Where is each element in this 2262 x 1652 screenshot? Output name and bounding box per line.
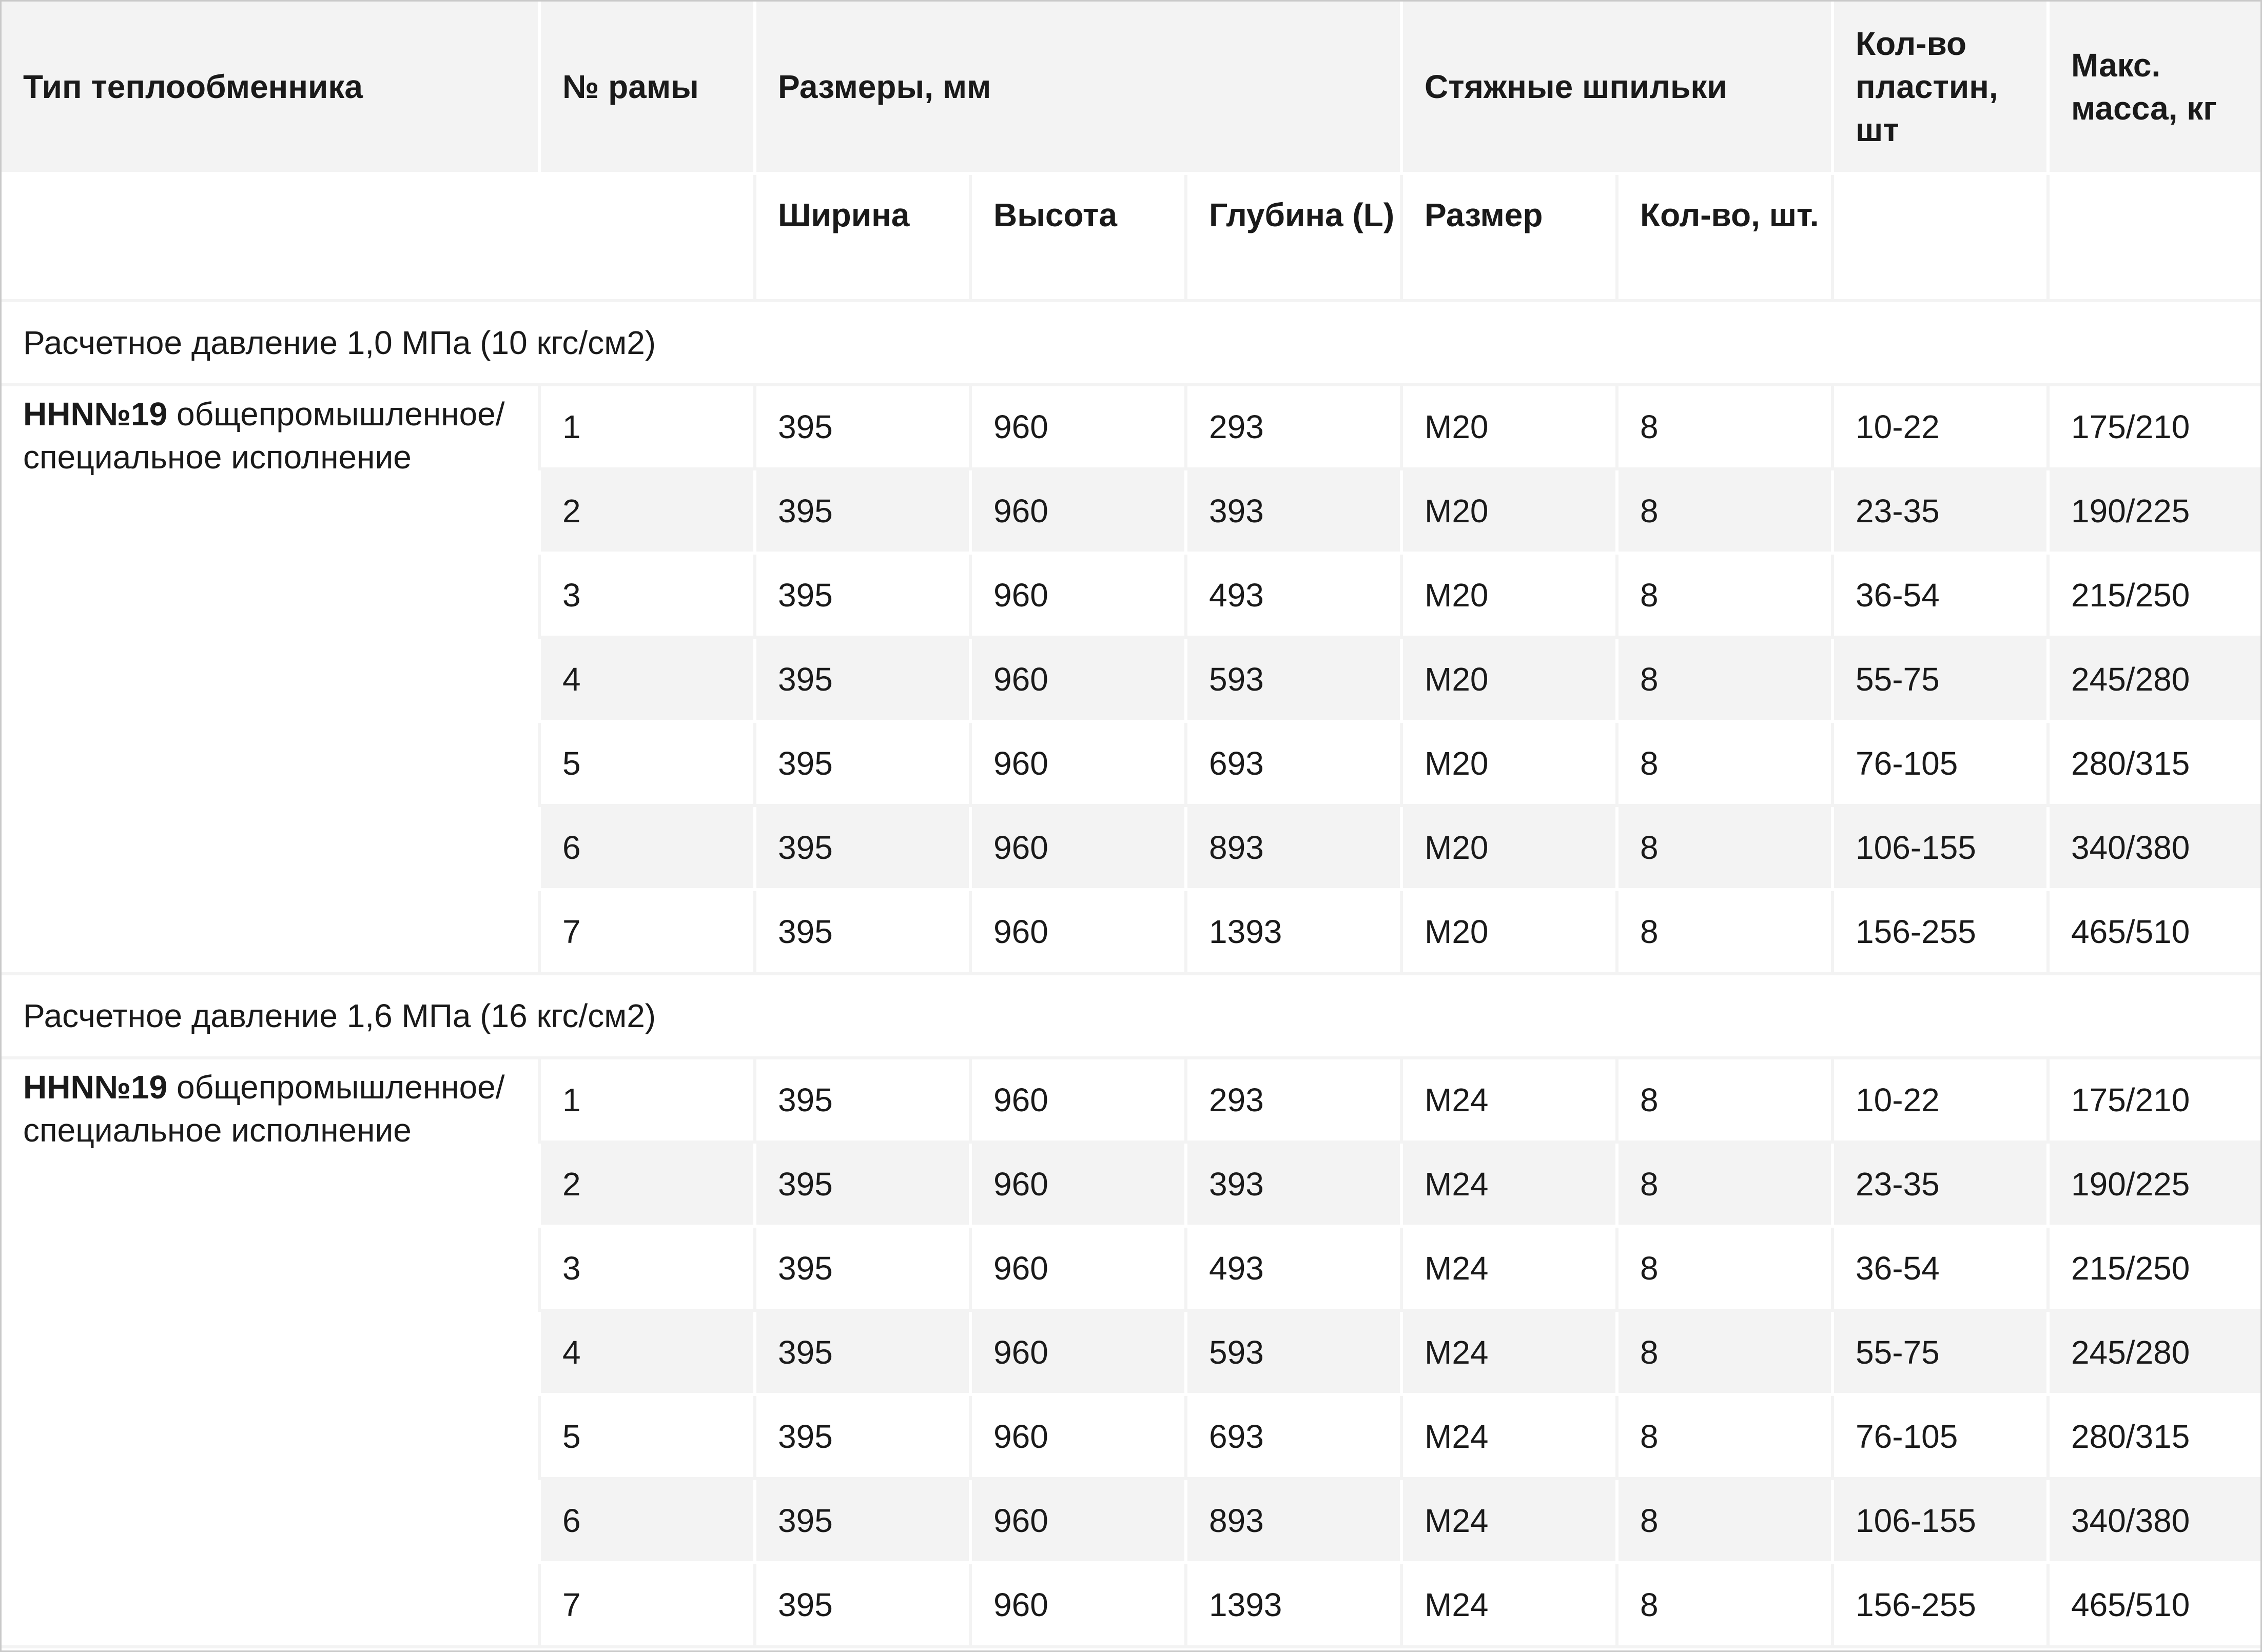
table-row <box>2 1059 2260 1144</box>
width-cell: 395 <box>753 639 969 723</box>
height-cell: 960 <box>969 639 1184 723</box>
height-cell: 960 <box>969 1480 1184 1564</box>
header-frame: № рамы <box>538 2 753 175</box>
plates-count-cell: 10-22 <box>1831 386 2046 470</box>
max-mass-cell: 280/315 <box>2046 723 2260 807</box>
subheader-width: Ширина <box>753 175 969 302</box>
stud-size-cell: M20 <box>1400 470 1615 555</box>
width-cell: 395 <box>753 386 969 470</box>
frame-number-cell: 7 <box>538 891 753 975</box>
frame-number-cell: 7 <box>538 1564 753 1648</box>
height-cell: 960 <box>969 807 1184 891</box>
width-cell: 395 <box>753 1396 969 1480</box>
max-mass-cell: 245/280 <box>2046 1312 2260 1396</box>
stud-size-cell: M20 <box>1400 555 1615 639</box>
depth-cell: 293 <box>1184 386 1400 470</box>
header-type: Тип теплообменника <box>2 2 538 175</box>
plates-count-cell: 55-75 <box>1831 1312 2046 1396</box>
subheader-height: Высота <box>969 175 1184 302</box>
max-mass-cell: 215/250 <box>2046 555 2260 639</box>
depth-cell: 693 <box>1184 1396 1400 1480</box>
height-cell: 960 <box>969 555 1184 639</box>
depth-cell: 1393 <box>1184 891 1400 975</box>
depth-cell: 493 <box>1184 1228 1400 1312</box>
width-cell: 395 <box>753 723 969 807</box>
max-mass-cell: 245/280 <box>2046 639 2260 723</box>
frame-number-cell: 5 <box>538 1396 753 1480</box>
height-cell: 960 <box>969 1059 1184 1144</box>
model-description: общепромышленное/ специальное исполнение <box>23 396 505 476</box>
height-cell: 960 <box>969 1144 1184 1228</box>
plates-count-cell: 23-35 <box>1831 1144 2046 1228</box>
stud-size-cell: M20 <box>1400 639 1615 723</box>
max-mass-cell: 465/510 <box>2046 891 2260 975</box>
width-cell: 395 <box>753 470 969 555</box>
width-cell: 395 <box>753 1144 969 1228</box>
width-cell: 395 <box>753 555 969 639</box>
stud-qty-cell: 8 <box>1615 723 1831 807</box>
depth-cell: 293 <box>1184 1059 1400 1144</box>
plates-count-cell: 23-35 <box>1831 470 2046 555</box>
stud-qty-cell: 8 <box>1615 1059 1831 1144</box>
subheader-empty <box>2 175 753 302</box>
exchanger-type-cell <box>2 386 538 975</box>
max-mass-cell: 190/225 <box>2046 1144 2260 1228</box>
plates-count-cell: 55-75 <box>1831 639 2046 723</box>
stud-qty-cell: 8 <box>1615 1312 1831 1396</box>
stud-qty-cell: 8 <box>1615 386 1831 470</box>
model-description: общепромышленное/ специальное исполнение <box>23 1069 505 1149</box>
stud-size-cell: M24 <box>1400 1480 1615 1564</box>
stud-qty-cell: 8 <box>1615 891 1831 975</box>
table-body <box>2 302 2260 1648</box>
width-cell: 395 <box>753 1564 969 1648</box>
stud-qty-cell: 8 <box>1615 1228 1831 1312</box>
stud-size-cell: M20 <box>1400 723 1615 807</box>
frame-number-cell: 3 <box>538 555 753 639</box>
plates-count-cell: 76-105 <box>1831 723 2046 807</box>
plates-count-cell: 106-155 <box>1831 807 2046 891</box>
table-row <box>2 386 2260 470</box>
height-cell: 960 <box>969 1228 1184 1312</box>
height-cell: 960 <box>969 470 1184 555</box>
header-studs: Стяжные шпильки <box>1400 2 1831 175</box>
max-mass-cell: 175/210 <box>2046 386 2260 470</box>
max-mass-cell: 465/510 <box>2046 1564 2260 1648</box>
section-title: Расчетное давление 1,0 МПа (10 кгс/см2) <box>2 302 2260 386</box>
plates-count-cell: 36-54 <box>1831 1228 2046 1312</box>
stud-size-cell: M24 <box>1400 1059 1615 1144</box>
stud-qty-cell: 8 <box>1615 1564 1831 1648</box>
subheader-row <box>2 175 2260 302</box>
stud-size-cell: M24 <box>1400 1312 1615 1396</box>
frame-number-cell: 4 <box>538 639 753 723</box>
depth-cell: 1393 <box>1184 1564 1400 1648</box>
frame-number-cell: 1 <box>538 1059 753 1144</box>
plates-count-cell: 10-22 <box>1831 1059 2046 1144</box>
depth-cell: 393 <box>1184 1144 1400 1228</box>
frame-number-cell: 6 <box>538 1480 753 1564</box>
frame-number-cell: 2 <box>538 470 753 555</box>
stud-size-cell: M24 <box>1400 1228 1615 1312</box>
width-cell: 395 <box>753 1312 969 1396</box>
subheader-mass-empty <box>2046 175 2260 302</box>
plates-count-cell: 76-105 <box>1831 1396 2046 1480</box>
width-cell: 395 <box>753 1480 969 1564</box>
width-cell: 395 <box>753 807 969 891</box>
stud-qty-cell: 8 <box>1615 470 1831 555</box>
height-cell: 960 <box>969 723 1184 807</box>
subheader-depth: Глубина (L) <box>1184 175 1400 302</box>
frame-number-cell: 5 <box>538 723 753 807</box>
stud-qty-cell: 8 <box>1615 555 1831 639</box>
width-cell: 395 <box>753 1228 969 1312</box>
stud-size-cell: M20 <box>1400 807 1615 891</box>
subheader-stud-qty: Кол-во, шт. <box>1615 175 1831 302</box>
section-title: Расчетное давление 1,6 МПа (16 кгс/см2) <box>2 975 2260 1059</box>
max-mass-cell: 280/315 <box>2046 1396 2260 1480</box>
stud-size-cell: M24 <box>1400 1144 1615 1228</box>
model-name: ННN№19 <box>23 1069 168 1106</box>
frame-number-cell: 6 <box>538 807 753 891</box>
frame-number-cell: 3 <box>538 1228 753 1312</box>
depth-cell: 893 <box>1184 1480 1400 1564</box>
section-header-row <box>2 302 2260 386</box>
model-name: ННN№19 <box>23 396 168 432</box>
depth-cell: 693 <box>1184 723 1400 807</box>
header-mass: Макс. масса, кг <box>2046 2 2260 175</box>
plates-count-cell: 106-155 <box>1831 1480 2046 1564</box>
stud-qty-cell: 8 <box>1615 1144 1831 1228</box>
section-header-row <box>2 975 2260 1059</box>
stud-size-cell: M20 <box>1400 891 1615 975</box>
depth-cell: 893 <box>1184 807 1400 891</box>
exchanger-type-cell <box>2 1059 538 1648</box>
depth-cell: 493 <box>1184 555 1400 639</box>
header-plates: Кол-во пластин, шт <box>1831 2 2046 175</box>
height-cell: 960 <box>969 1564 1184 1648</box>
height-cell: 960 <box>969 1396 1184 1480</box>
frame-number-cell: 4 <box>538 1312 753 1396</box>
plates-count-cell: 36-54 <box>1831 555 2046 639</box>
frame-number-cell: 1 <box>538 386 753 470</box>
width-cell: 395 <box>753 1059 969 1144</box>
stud-size-cell: M24 <box>1400 1396 1615 1480</box>
stud-qty-cell: 8 <box>1615 639 1831 723</box>
width-cell: 395 <box>753 891 969 975</box>
height-cell: 960 <box>969 1312 1184 1396</box>
plates-count-cell: 156-255 <box>1831 1564 2046 1648</box>
stud-qty-cell: 8 <box>1615 1396 1831 1480</box>
header-sizes: Размеры, мм <box>753 2 1400 175</box>
frame-number-cell: 2 <box>538 1144 753 1228</box>
max-mass-cell: 175/210 <box>2046 1059 2260 1144</box>
stud-size-cell: M24 <box>1400 1564 1615 1648</box>
max-mass-cell: 215/250 <box>2046 1228 2260 1312</box>
plates-count-cell: 156-255 <box>1831 891 2046 975</box>
stud-qty-cell: 8 <box>1615 807 1831 891</box>
subheader-stud-size: Размер <box>1400 175 1615 302</box>
header-row <box>2 2 2260 175</box>
max-mass-cell: 340/380 <box>2046 1480 2260 1564</box>
depth-cell: 593 <box>1184 1312 1400 1396</box>
height-cell: 960 <box>969 891 1184 975</box>
depth-cell: 593 <box>1184 639 1400 723</box>
depth-cell: 393 <box>1184 470 1400 555</box>
heat-exchanger-spec-table <box>2 2 2260 1648</box>
stud-size-cell: M20 <box>1400 386 1615 470</box>
max-mass-cell: 190/225 <box>2046 470 2260 555</box>
subheader-plates-empty <box>1831 175 2046 302</box>
stud-qty-cell: 8 <box>1615 1480 1831 1564</box>
max-mass-cell: 340/380 <box>2046 807 2260 891</box>
height-cell: 960 <box>969 386 1184 470</box>
